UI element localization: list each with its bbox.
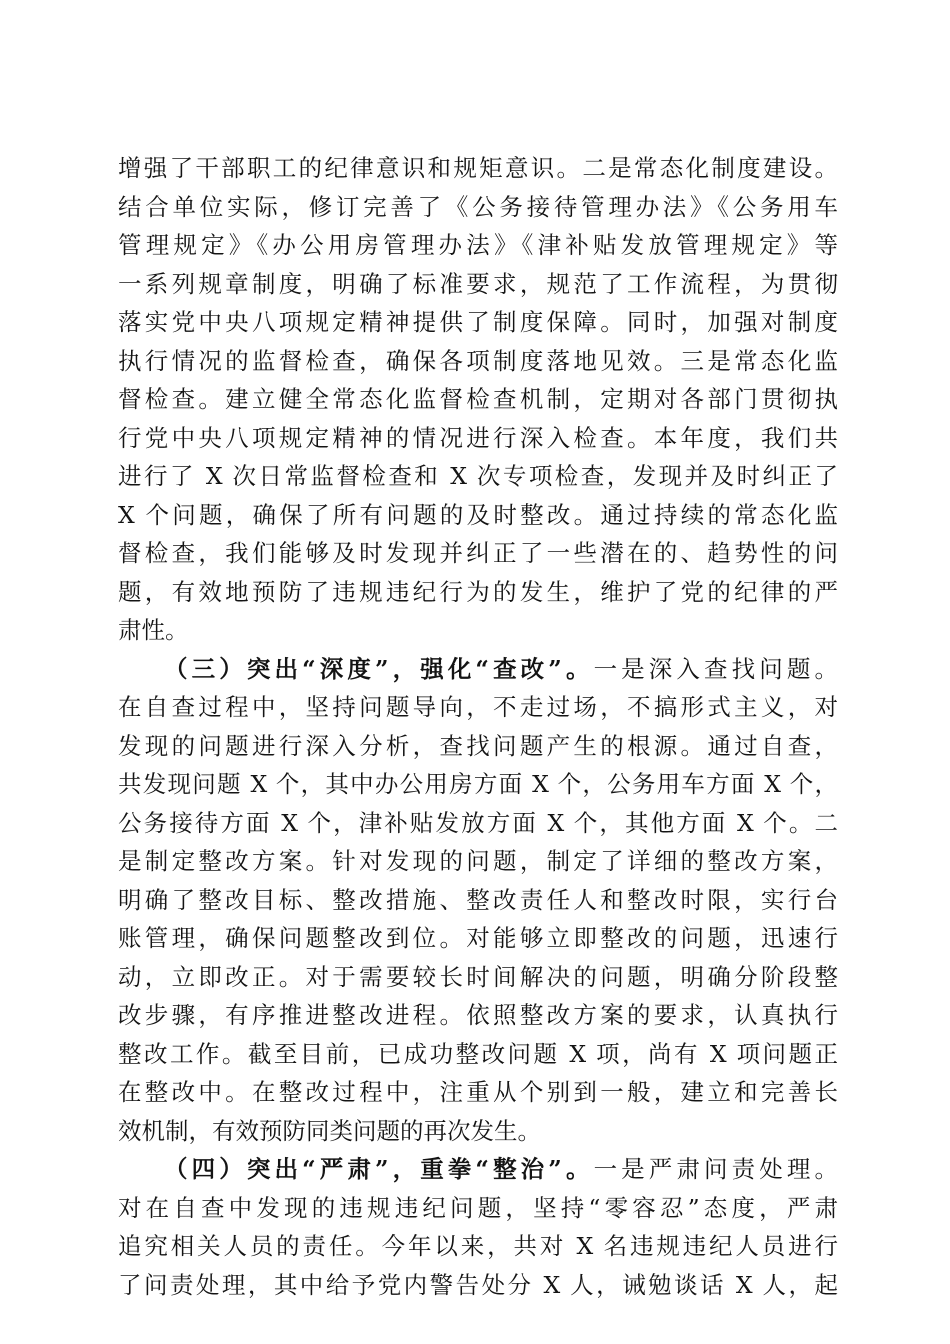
text-line: 动，立即改正。对于需要较长时间解决的问题，明确分阶段整 [118, 962, 838, 991]
paragraph-1 [118, 149, 838, 650]
section-first-line [118, 650, 838, 689]
paragraph-section-4 [118, 1150, 838, 1304]
section-first-line-text: 一是严肃问责处理。 [593, 1155, 838, 1183]
text-line: X 个问题，确保了所有问题的及时整改。通过持续的常态化监 [118, 500, 838, 529]
text-line: 结合单位实际，修订完善了《公务接待管理办法》《公务用车 [118, 192, 838, 221]
section-heading: （三）突出“深度”，强化“查改”。 [164, 654, 594, 683]
paragraph-section-3 [118, 650, 838, 1151]
text-line: 肃性。 [118, 616, 189, 644]
text-line: 公务接待方面 X 个，津补贴发放方面 X 个，其他方面 X 个。二 [118, 808, 838, 837]
text-line: 落实党中央八项规定精神提供了制度保障。同时，加强对制度 [118, 308, 838, 336]
text-line: 在自查过程中，坚持问题导向，不走过场，不搞形式主义，对 [118, 693, 838, 721]
text-line: 进行了 X 次日常监督检查和 X 次专项检查，发现并及时纠正了 [118, 462, 838, 490]
document-body [118, 149, 838, 1304]
text-line: 题，有效地预防了违规违纪行为的发生，维护了党的纪律的严 [118, 577, 838, 606]
text-line: 行党中央八项规定精神的情况进行深入检查。本年度，我们共 [118, 423, 838, 452]
section-heading: （四）突出“严肃”，重拳“整治”。 [164, 1155, 594, 1183]
text-line: 明确了整改目标、整改措施、整改责任人和整改时限，实行台 [118, 885, 838, 914]
text-line: 是制定整改方案。针对发现的问题，制定了详细的整改方案， [118, 847, 838, 875]
text-line: 改步骤，有序推进整改进程。依照整改方案的要求，认真执行 [118, 1001, 838, 1029]
text-line: 管理规定》《办公用房管理办法》《津补贴发放管理规定》等 [118, 231, 838, 259]
text-line: 效机制，有效预防同类问题的再次发生。 [118, 1116, 541, 1145]
text-line: 执行情况的监督检查，确保各项制度落地见效。三是常态化监 [118, 346, 838, 375]
text-line: 一系列规章制度，明确了标准要求，规范了工作流程，为贯彻 [118, 269, 838, 298]
text-line: 发现的问题进行深入分析，查找问题产生的根源。通过自查， [118, 731, 838, 760]
text-line: 督检查，我们能够及时发现并纠正了一些潜在的、趋势性的问 [118, 539, 838, 567]
text-line: 在整改中。在整改过程中，注重从个别到一般，建立和完善长 [118, 1078, 838, 1106]
text-line: 对在自查中发现的违规违纪问题，坚持“零容忍”态度，严肃 [118, 1193, 838, 1222]
text-line: 增强了干部职工的纪律意识和规矩意识。二是常态化制度建设。 [118, 154, 838, 182]
text-line: 督检查。建立健全常态化监督检查机制，定期对各部门贯彻执 [118, 385, 838, 413]
text-line: 整改工作。截至目前，已成功整改问题 X 项，尚有 X 项问题正 [118, 1039, 838, 1068]
section-first-line [118, 1150, 838, 1189]
text-line: 了问责处理，其中给予党内警告处分 X 人，诫勉谈话 X 人，起 [118, 1270, 838, 1299]
text-line: 共发现问题 X 个，其中办公用房方面 X 个，公务用车方面 X 个， [118, 770, 838, 798]
text-line: 账管理，确保问题整改到位。对能够立即整改的问题，迅速行 [118, 924, 838, 952]
section-first-line-text: 一是深入查找问题。 [593, 654, 838, 683]
text-line: 追究相关人员的责任。今年以来，共对 X 名违规违纪人员进行 [118, 1232, 838, 1260]
